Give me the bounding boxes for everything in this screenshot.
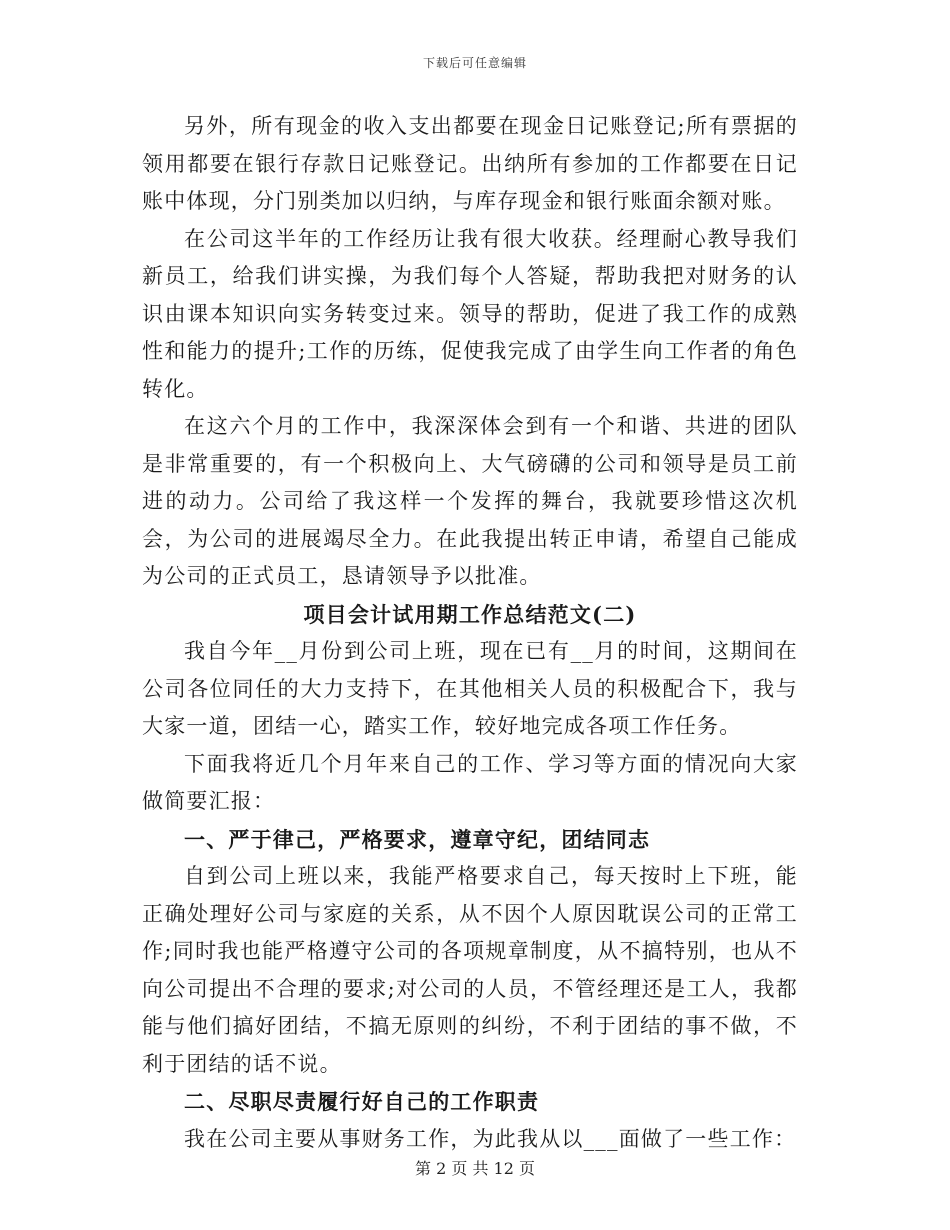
paragraph-team-and-application: 在这六个月的工作中，我深深体会到有一个和谐、共进的团队是非常重要的，有一个积极向上、大气磅礴的公司和领导是员工前进的动力。公司给了我这样一个发挥的舞台，我就要珍惜这次机会，为公司的进展竭尽全力。在此我提出转正申请，希望自己能成为公司的正式员工，恳请领导予以批准。 xyxy=(142,414,798,588)
paragraph-duties: 我在公司主要从事财务工作，为此我从以___面做了一些工作： xyxy=(184,1126,797,1151)
heading-duties: 二、尽职尽责履行好自己的工作职责 xyxy=(184,1089,540,1114)
paragraph-discipline: 自到公司上班以来，我能严格要求自己，每天按时上下班，能正确处理好公司与家庭的关系，从不因个人原因耽误公司的正常工作;同时我也能严格遵守公司的各项规章制度，从不搞特别，也从不向公司提出不合理的要求;对公司的人员，不管经理还是工人，我都能与他们搞好团结，不搞无原则的纠纷，不利于团结的事不做，不利于团结的话不说。 xyxy=(142,864,798,1076)
paragraph-half-year-gains: 在公司这半年的工作经历让我有很大收获。经理耐心教导我们新员工，给我们讲实操，为我们每个人答疑，帮助我把对财务的认识由课本知识向实务转变过来。领导的帮助，促进了我工作的成熟性和能力的提升;工作的历练，促使我完成了由学生向工作者的角色转化。 xyxy=(142,226,798,401)
paragraph-report-lead: 下面我将近几个月年来自己的工作、学习等方面的情况向大家做简要汇报： xyxy=(142,751,798,813)
section-title: 项目会计试用期工作总结范文(二) xyxy=(303,601,637,627)
heading-discipline: 一、严于律己，严格要求，遵章守纪，团结同志 xyxy=(184,826,651,852)
paragraph-intro: 我自今年__月份到公司上班，现在已有__月的时间，这期间在公司各位同任的大力支持下，在其他相关人员的积极配合下，我与大家一道，团结一心，踏实工作，较好地完成各项工作任务。 xyxy=(142,639,798,738)
page-header: 下载后可任意编辑 xyxy=(422,56,527,70)
page-footer: 第 2 页 共 12 页 xyxy=(415,1159,535,1178)
document-body xyxy=(142,108,798,1158)
paragraph-cash-records: 另外，所有现金的收入支出都要在现金日记账登记;所有票据的领用都要在银行存款日记账登记。出纳所有参加的工作都要在日记账中体现，分门别类加以归纳，与库存现金和银行账面余额对账。 xyxy=(142,114,798,213)
